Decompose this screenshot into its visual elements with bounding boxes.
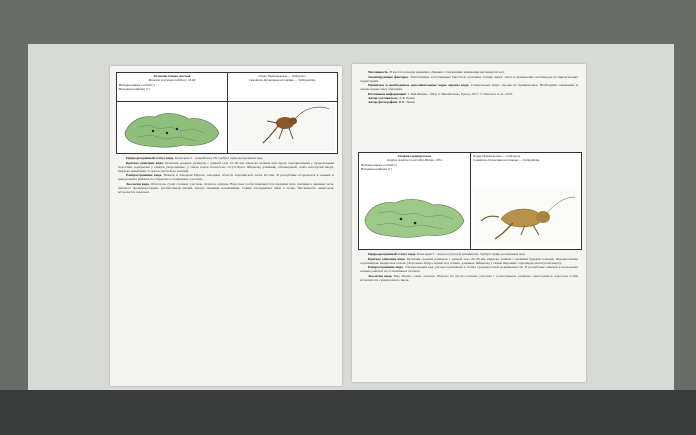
left-description-text: Кузнечик средних размеров с длиной тела 15–26 мм. Окраска зелёная или бурая, переднеспинка с продольными полосами, надкрылья у самцов укороченные, у самок почти полностью отсутствуют. Яйцеклад длинный, саблевидный, слабо изогнутый вверх. Окраска изменчива от светло-желтой до зеленой.	[118, 160, 334, 173]
room-floor	[0, 390, 696, 435]
species-info-table	[116, 72, 338, 154]
right-sources-text: 1. Бей-Биенко, 1954; 2. Михайленко, Рунец, 2017; 3. Nekrasov et al., 2023.	[407, 91, 514, 96]
insect-photo	[229, 103, 335, 151]
right-description-text: Кузнечик средних размеров с длиной тела 20–28 мм. Окраска зелёная с мелкими бурыми точками. Переднеспинка седловидная, надкрылья сильно укорочены. Бёдра задних ног тонкие, длинные. Яйцеклад у самки широкий, серповидно изогнутый кверху.	[360, 256, 578, 265]
range-map	[119, 103, 225, 151]
right-document-page	[352, 64, 586, 382]
left-ecology-heading: Экология вида.	[126, 181, 150, 186]
right-numbers-text: В местах находок единична. Данных о тенденциях изменения численности нет.	[389, 70, 505, 74]
right-measures-heading: Принятые и необходимые дополнительные меры охраны вида.	[368, 83, 470, 88]
left-ecology-text: Обитатель сухих степных участков, склонов, опушек. Взрослые особи появляются в середине лета. Активен в дневные часы, питается преимущественно растительной пищей, иногда мелкими насекомыми. Самки откладывают яйца в почву. Численность невысокая, встречается локально.	[118, 181, 334, 194]
range-map-right	[361, 187, 468, 245]
left-box-findings-alive: Находки живых особей (•)	[119, 82, 155, 87]
left-distribution-text: Южная и Западная Европа, западные области европейской части России. В республике встречается в южных и центральных районах на открытых остепненных участках.	[118, 173, 334, 182]
right-body-text	[360, 252, 578, 380]
insect-photo-right	[473, 187, 578, 245]
right-threats-heading: Лимитирующие факторы.	[368, 74, 409, 79]
right-box-latin: Isophya modesta rossica Bey-Bienko, 1954	[387, 157, 442, 162]
right-compiler-label: Автор-составитель:	[368, 96, 399, 101]
left-distribution-heading: Распространение вида.	[126, 173, 163, 178]
right-box-order: Отряд Прямокрылые — Orthoptera	[473, 155, 521, 158]
right-ecology-text: Вид обычно очень локален. Обитает на лугово-степных участках с разнотравьем, развитие одногодичное, взрослые особи встречаются с конца мая по июль.	[360, 273, 578, 282]
right-status-text: Категория 3 – вид под угрозой уязвимости. Требует природоохранных мер.	[416, 252, 526, 256]
right-measures-text: Специальные меры охраны не принимались. Необходимо выявление и охрана новых мест обитания.	[360, 83, 578, 92]
right-sources-heading: Источники информации:	[368, 91, 407, 96]
right-description-heading: Краткое описание вида.	[368, 256, 406, 261]
left-box-latin: Montana eversmanni (Kittary, 1849)	[148, 77, 196, 82]
left-status-heading: Природоохранный статус вида.	[126, 156, 175, 160]
left-status-text: Категория 3 – редкий вид. Не требует природоохранных мер.	[174, 156, 264, 160]
species-info-table-right	[358, 152, 582, 250]
left-document-page	[110, 66, 342, 386]
right-range-heading: Распространение вида.	[368, 265, 404, 270]
right-numbers-heading: Численность.	[368, 70, 389, 74]
left-box-title: Кузнечик бледно-желтый	[153, 75, 191, 78]
right-photo-name: В.В. Тепин	[398, 100, 415, 105]
right-status-heading: Природоохранный статус вида.	[368, 252, 417, 256]
left-box-family: Семейство Кузнечики настоящие — Tettigoniidae	[248, 77, 316, 82]
left-box-findings-dead: Находки погибших (+)	[119, 86, 150, 91]
right-photo-label: Автор фотографии:	[368, 100, 399, 105]
left-description-heading: Краткое описание вида.	[126, 160, 164, 165]
right-range-text: Узкоареальный вид, распространённый в степях Среднерусской возвышенности. В республике отмечен в нескольких южных районах на остепнённых склонах.	[360, 265, 578, 274]
right-box-title: Изофия среднерусская	[398, 155, 431, 158]
right-threats-text: Уничтожение естественных биотопов, распашка степей, выпас скота и применение пестицидов на прилегающих территориях.	[360, 74, 578, 83]
left-body-text	[118, 156, 334, 382]
right-box-findings-alive: Находки живых особей (•)	[361, 162, 397, 167]
left-box-order: Отряд Прямокрылые — Orthoptera	[258, 75, 306, 78]
right-ecology-heading: Экология вида.	[368, 273, 393, 278]
right-top-text	[360, 70, 578, 144]
right-box-findings-dead: Находки погибших (+)	[361, 166, 392, 171]
right-box-family: Семейство Кузнечики настоящие — Tettigoniidae	[473, 157, 540, 162]
right-compiler-name: А.Б. Рунец	[399, 96, 415, 101]
